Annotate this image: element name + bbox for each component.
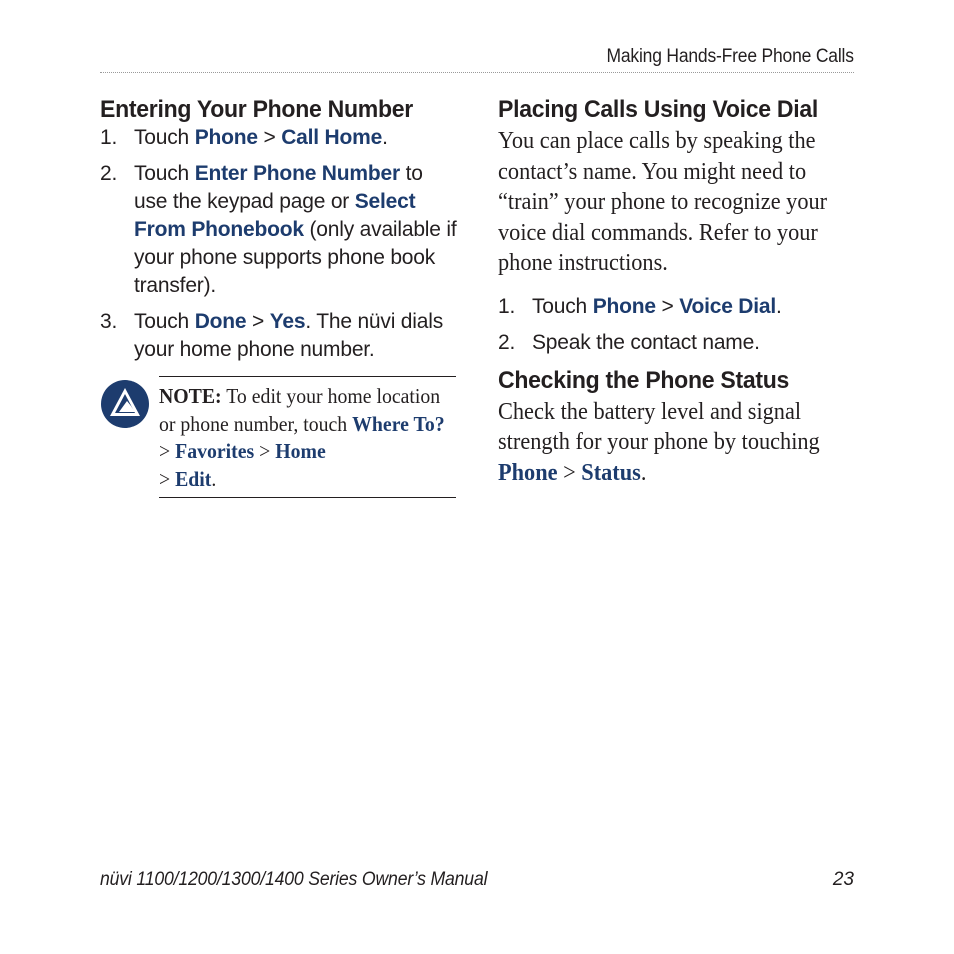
- status-term[interactable]: Status: [581, 459, 641, 486]
- header-divider: [100, 72, 854, 73]
- phone-menu-term[interactable]: Phone: [498, 459, 558, 486]
- edit-term[interactable]: Edit: [175, 466, 212, 491]
- list-item: 1. Touch Phone > Call Home.: [100, 124, 460, 152]
- step-number: 3.: [100, 310, 118, 333]
- phone-menu-term[interactable]: Phone: [194, 126, 258, 149]
- where-to-term[interactable]: Where To?: [352, 411, 445, 436]
- list-item: 2. Speak the contact name.: [498, 329, 854, 357]
- note-top-rule: [159, 376, 456, 377]
- voice-dial-steps: [498, 293, 854, 357]
- phone-menu-term[interactable]: Phone: [592, 294, 656, 318]
- voice-dial-paragraph: You can place calls by speaking the contact’s name. You might need to “train” your phone to recognize your voice dial commands. Refer to your phone instructions.: [498, 128, 828, 276]
- done-term[interactable]: Done: [194, 310, 247, 333]
- voice-dial-term[interactable]: Voice Dial: [679, 294, 777, 318]
- yes-term[interactable]: Yes: [269, 310, 306, 333]
- step-number: 2.: [100, 162, 118, 185]
- select-from-phonebook-term[interactable]: Select From Phonebook: [134, 190, 416, 241]
- enter-phone-number-term[interactable]: Enter Phone Number: [194, 162, 400, 185]
- step-number: 1.: [100, 126, 118, 149]
- home-term[interactable]: Home: [275, 439, 326, 463]
- running-header: Making Hands-Free Phone Calls: [606, 46, 854, 67]
- note-text: NOTE: To edit your home location or phone number, touch Where To? > Favorites > Home > Edit.: [159, 384, 445, 491]
- section-heading-phone-status: Checking the Phone Status: [498, 366, 790, 394]
- section-heading-entering-phone-number: Entering Your Phone Number: [100, 96, 413, 123]
- list-item: 1. Touch Phone > Voice Dial.: [498, 293, 854, 321]
- left-column: [100, 96, 460, 372]
- page-number: 23: [832, 869, 854, 890]
- note-callout: [100, 376, 456, 498]
- list-item: 2. Touch Enter Phone Number to use the keypad page or Select From Phonebook (only available if your phone supports phone book transfer).: [100, 162, 457, 297]
- note-label: NOTE:: [159, 384, 222, 408]
- note-bottom-rule: [159, 497, 456, 498]
- list-item: 3. Touch Done > Yes. The nüvi dials your home phone number.: [100, 310, 444, 361]
- favorites-term[interactable]: Favorites: [175, 439, 255, 463]
- step-number: 2.: [498, 330, 516, 354]
- garmin-note-triangle-icon: [100, 379, 150, 429]
- footer-manual-title: nüvi 1100/1200/1300/1400 Series Owner’s Manual: [100, 869, 488, 890]
- phone-status-paragraph: Check the battery level and signal strength for your phone by touching Phone > Status.: [498, 398, 820, 486]
- call-home-term[interactable]: Call Home: [281, 126, 383, 149]
- step-number: 1.: [498, 294, 516, 318]
- section-heading-voice-dial: Placing Calls Using Voice Dial: [498, 96, 819, 123]
- entering-number-steps: [100, 124, 460, 364]
- right-column: [498, 96, 854, 488]
